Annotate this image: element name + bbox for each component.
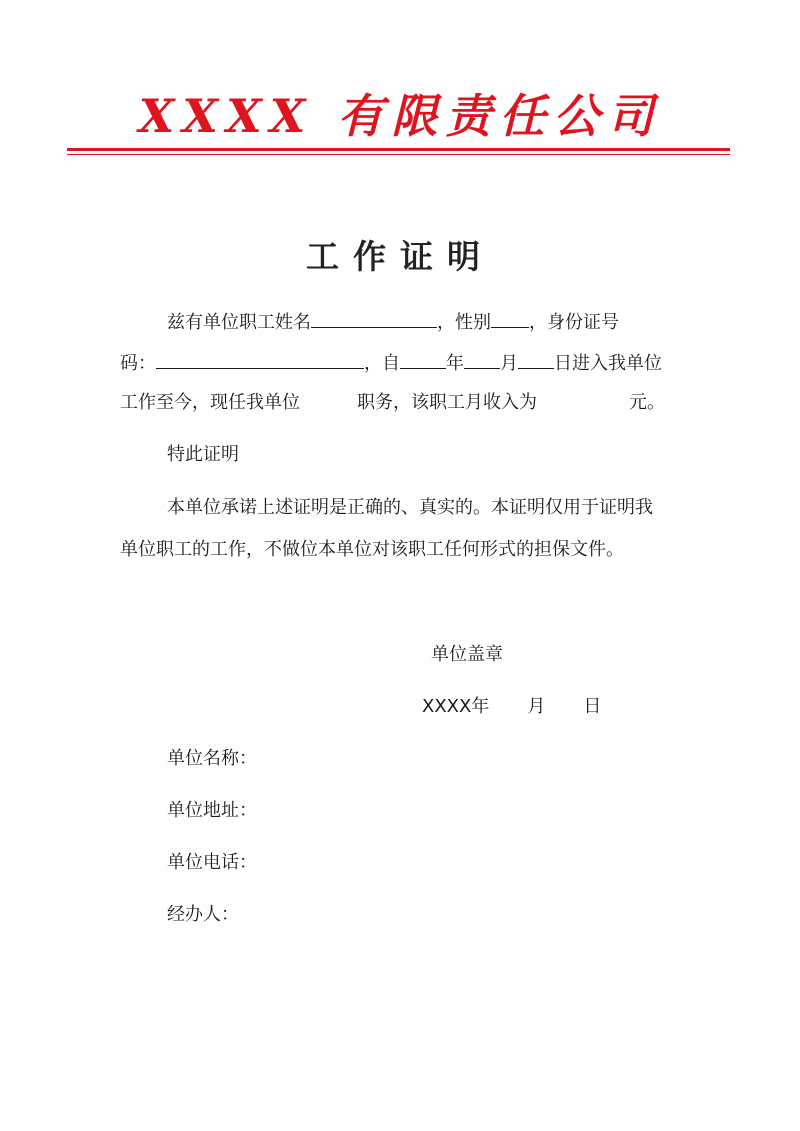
unit-address-label: 单位地址： bbox=[167, 800, 257, 821]
signature-month: 月 bbox=[527, 696, 546, 717]
signature-date bbox=[422, 694, 601, 720]
intro-text: 兹有单位职工姓名 bbox=[167, 312, 311, 333]
yuan-label: 元。 bbox=[629, 392, 665, 413]
certify-text: 特此证明 bbox=[167, 444, 239, 465]
paragraph-1-line-1 bbox=[167, 307, 619, 336]
signature-day: 日 bbox=[583, 696, 602, 717]
signature-year: XXXX年 bbox=[422, 696, 490, 717]
day-label: 日进入我单位 bbox=[554, 353, 662, 374]
year-blank[interactable] bbox=[400, 348, 446, 369]
code-label: 码： bbox=[120, 353, 156, 374]
day-blank[interactable] bbox=[518, 348, 554, 369]
seal-label: 单位盖章 bbox=[431, 644, 503, 665]
paragraph-1-line-2 bbox=[120, 348, 662, 377]
name-blank[interactable] bbox=[311, 307, 437, 328]
month-label: 月 bbox=[500, 353, 518, 374]
paragraph-1-line-3 bbox=[120, 390, 665, 416]
paragraph-2-line-2: 单位职工的工作，不做位本单位对该职工任何形式的担保文件。 bbox=[120, 539, 624, 560]
id-label: ，身份证号 bbox=[529, 312, 619, 333]
gender-blank[interactable] bbox=[491, 307, 529, 328]
income-label: 职务，该职工月收入为 bbox=[357, 392, 537, 413]
gender-label: ，性别 bbox=[437, 312, 491, 333]
handler-label: 经办人： bbox=[167, 904, 239, 925]
unit-name-label: 单位名称： bbox=[167, 748, 257, 769]
paragraph-2-line-1: 本单位承诺上述证明是正确的、真实的。本证明仅用于证明我 bbox=[167, 497, 653, 518]
month-blank[interactable] bbox=[464, 348, 500, 369]
from-label: ，自 bbox=[364, 353, 400, 374]
year-label: 年 bbox=[446, 353, 464, 374]
company-header-title: XXXX 有限责任公司 bbox=[138, 89, 662, 143]
id-number-blank[interactable] bbox=[156, 348, 364, 369]
document-title: 工作证明 bbox=[306, 237, 494, 276]
unit-phone-label: 单位电话： bbox=[167, 852, 257, 873]
position-prefix: 工作至今，现任我单位 bbox=[120, 392, 300, 413]
header-rule-thick bbox=[67, 148, 730, 151]
header-rule-thin bbox=[67, 154, 730, 155]
